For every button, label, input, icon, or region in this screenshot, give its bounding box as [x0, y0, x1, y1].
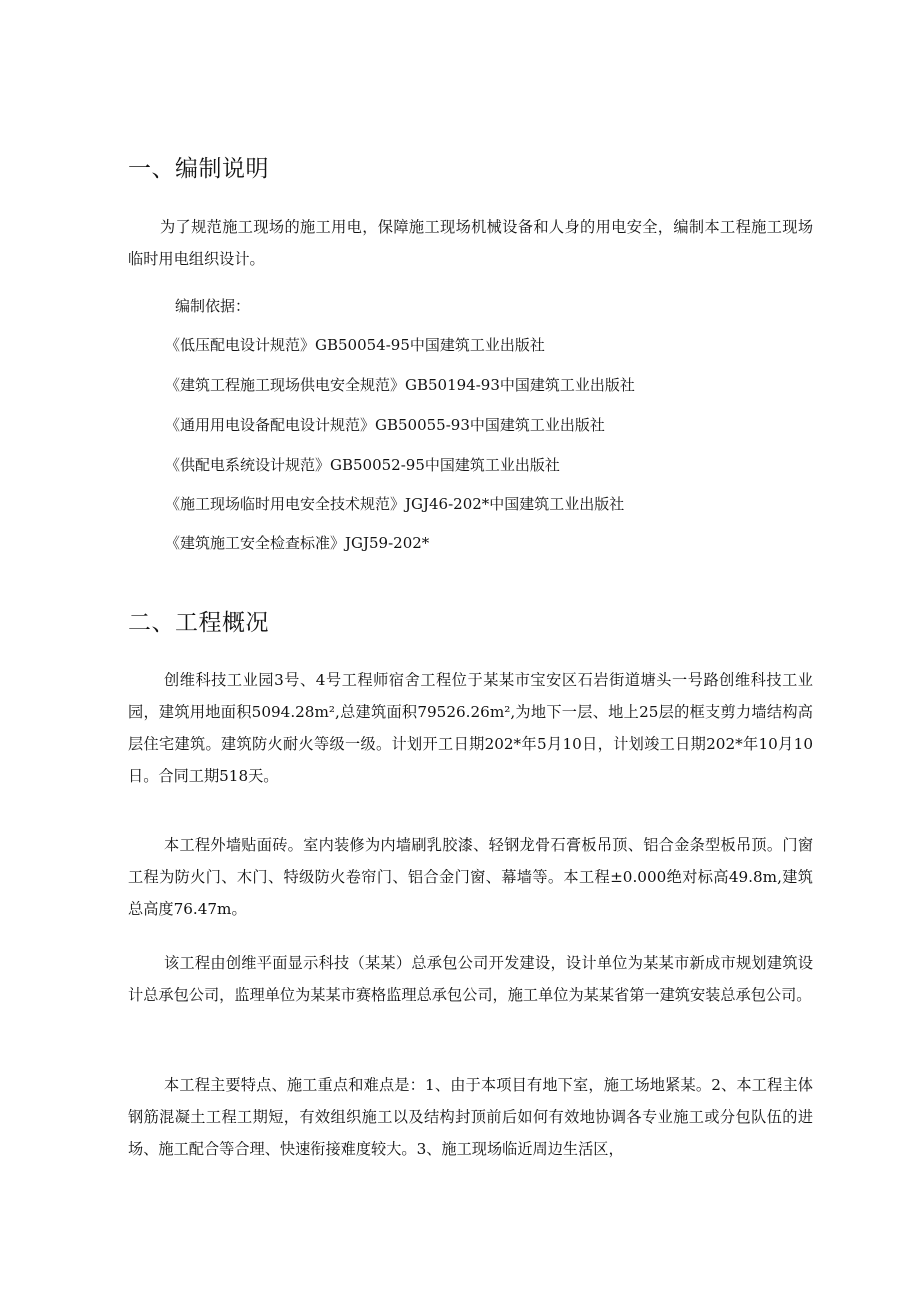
overview-paragraph-parties: 该工程由创维平面显示科技（某某）总承包公司开发建设，设计单位为某某市新成市规划建筑设计总承包公司，监理单位为某某市赛格监理总承包公司，施工单位为某某省第一建筑安装总承包公司。: [128, 954, 813, 1004]
basis-label: 编制依据：: [175, 297, 251, 315]
reference-item: 《建筑工程施工现场供电安全规范》GB50194-93中国建筑工业出版社: [165, 376, 635, 394]
reference-item: 《通用用电设备配电设计规范》GB50055-93中国建筑工业出版社: [165, 416, 605, 434]
reference-item: 《低压配电设计规范》GB50054-95中国建筑工业出版社: [165, 336, 545, 354]
overview-paragraph-finishes: 本工程外墙贴面砖。室内装修为内墙刷乳胶漆、轻钢龙骨石膏板吊顶、铝合金条型板吊顶。门窗工程为防火门、木门、特级防火卷帘门、铝合金门窗、幕墙等。本工程±0.000绝对标高49.8m,建筑总高度76.47m。: [128, 836, 813, 918]
section-heading-overview: 二、工程概况: [128, 610, 269, 636]
overview-paragraph-location: 创维科技工业园3号、4号工程师宿舍工程位于某某市宝安区石岩街道塘头一号路创维科技工业园，建筑用地面积5094.28m²,总建筑面积79526.26m²,为地下一层、地上25层的框支剪力墙结构高层住宅建筑。建筑防火耐火等级一级。计划开工日期202*年5月10日，计划竣工日期202*年10月10日。合同工期518天。: [128, 671, 813, 785]
intro-paragraph: 为了规范施工现场的施工用电，保障施工现场机械设备和人身的用电安全，编制本工程施工现场临时用电组织设计。: [128, 218, 813, 268]
section-heading-compilation: 一、编制说明: [128, 156, 269, 182]
overview-paragraph-challenges: 本工程主要特点、施工重点和难点是：1、由于本项目有地下室，施工场地紧某。2、本工程主体钢筋混凝土工程工期短，有效组织施工以及结构封顶前后如何有效地协调各专业施工或分包队伍的进场、施工配合等合理、快速衔接难度较大。3、施工现场临近周边生活区，: [128, 1076, 813, 1158]
reference-item: 《供配电系统设计规范》GB50052-95中国建筑工业出版社: [165, 456, 560, 474]
reference-item: 《施工现场临时用电安全技术规范》JGJ46-202*中国建筑工业出版社: [165, 495, 625, 513]
reference-item: 《建筑施工安全检查标准》JGJ59-202*: [165, 534, 430, 552]
